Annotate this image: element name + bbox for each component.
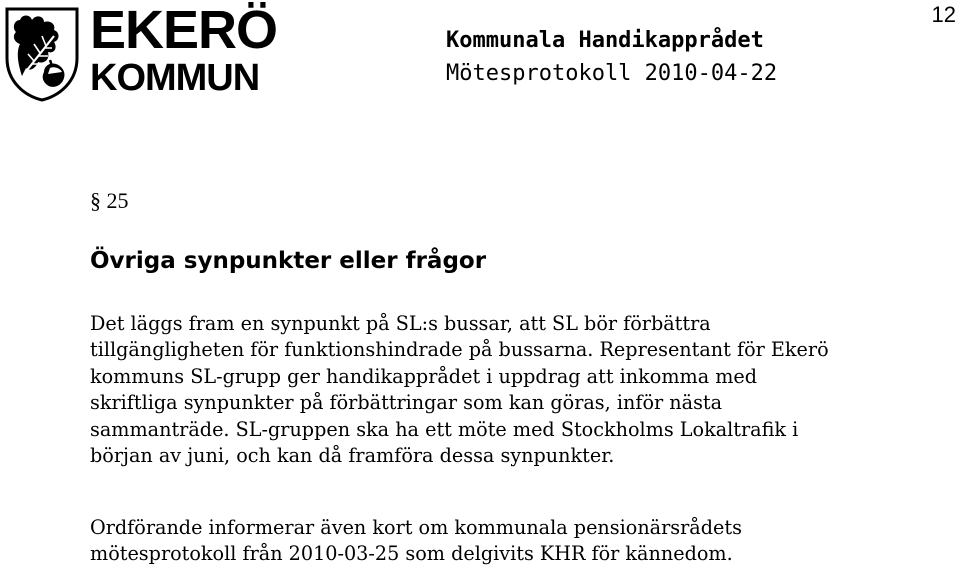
oak-leaf-shield-icon — [4, 6, 80, 102]
logo-line-1: EKERÖ — [90, 0, 278, 60]
header-title: Kommunala Handikapprådet — [446, 28, 764, 53]
paragraph-line: Ordförande informerar även kort om kommunala pensionärsrådets — [90, 516, 742, 539]
logo-wordmark — [90, 0, 278, 102]
page-number: 12 — [931, 2, 956, 27]
paragraph-line: Det läggs fram en synpunkt på SL:s bussar, att SL bör förbättra — [90, 312, 711, 335]
paragraph-line: början av juni, och kan då framföra dessa synpunkter. — [90, 444, 615, 468]
paragraph-line: tillgängligheten för funktionshindrade på bussarna. Representant för Ekerö — [90, 338, 829, 362]
section-heading: Övriga synpunkter eller frågor — [90, 248, 487, 274]
document-header — [446, 24, 777, 90]
paragraph-line: skriftliga synpunkter på förbättringar som kan göras, inför nästa — [90, 391, 723, 415]
paragraph-1 — [90, 311, 950, 469]
section-number: § 25 — [90, 188, 129, 213]
logo-line-2: KOMMUN — [90, 57, 260, 99]
paragraph-line: kommuns SL-grupp ger handikapprådet i uppdrag att inkomma med — [90, 364, 758, 388]
municipality-logo — [4, 0, 278, 102]
paragraph-line: sammanträde. SL-gruppen ska ha ett möte med Stockholms Lokaltrafik i — [90, 417, 799, 441]
paragraph-line: mötesprotokoll från 2010-03-25 som delgivits KHR för kännedom. — [90, 542, 733, 566]
paragraph-2 — [90, 515, 950, 568]
header-subtitle: Mötesprotokoll 2010-04-22 — [446, 61, 778, 86]
